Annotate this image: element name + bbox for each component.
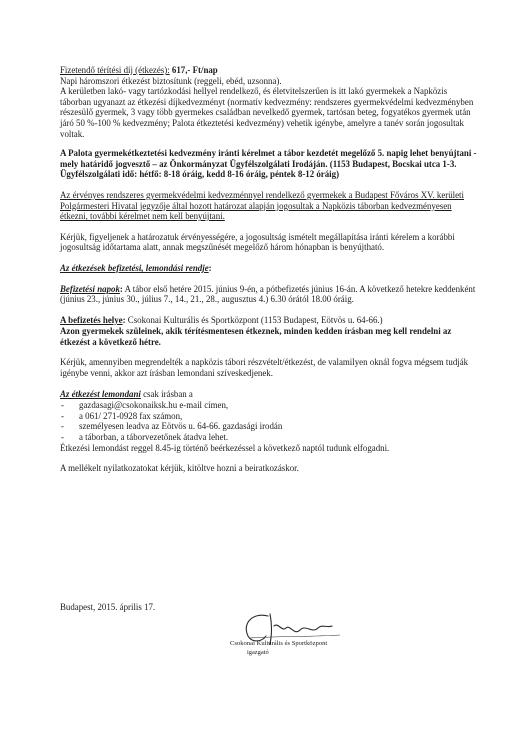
payment-text: A tábor első hetére 2015. június 9-én, a pótbefizetés június 16-án. A következő hetekre keddenként (június 23., június 30., július 7., 14., 21., 28., augusztus 4.) 6.30 órától 18.00 óráig. bbox=[60, 283, 476, 305]
cutoff-paragraph: Étkezési lemondást reggel 8.45-ig történő beérkezéssel a következő naptól tudunk elfogadni. bbox=[60, 442, 390, 453]
place-colon: : bbox=[122, 314, 126, 325]
attach-paragraph: A mellékelt nyilatkozatokat kérjük, kitöltve hozni a beiratkozáskor. bbox=[60, 463, 299, 474]
place-label: A befizetés helye bbox=[60, 314, 123, 325]
fee-label: Fizetendő térítési díj (étkezés): bbox=[60, 65, 170, 75]
cancel-label: Az étkezést lemondani bbox=[60, 388, 141, 399]
rules-heading bbox=[60, 263, 478, 274]
cancel-heading bbox=[60, 389, 478, 400]
palota-paragraph: A Palota gyermekétkeztetési kedvezmény iránti kérelmet a tábor kezdetét megelőző 5. napig lehet benyújtani - mely határidő jogvesztő – az Önkormányzat Ügyfélszolgálati Irodáján. (1153 Budapest, Bocskai utca 1-3. Ügyfélszolgálati idő: hétfő: 8-18 óráig, kedd 8-16 óráig, péntek 8-12 óráig) bbox=[60, 148, 477, 180]
free-meal-paragraph: Azon gyermekek szüleinek, akik térítésmentesen étkeznek, minden kedden írásban meg kell rendelni az étkezést a következő hétre. bbox=[60, 326, 452, 347]
cancel-item-camp: - a táborban, a táborvezetőnek átadva lehet. bbox=[60, 432, 478, 443]
payment-paragraph bbox=[60, 284, 478, 305]
place-text: Csokonai Kulturális és Sportközpont (1153 Budapest, Eötvös u. 64-66.) bbox=[125, 314, 383, 325]
cancel-list bbox=[60, 400, 478, 442]
rules-colon: : bbox=[208, 262, 212, 273]
date-text: Budapest, 2015. április 17. bbox=[60, 602, 156, 612]
cancel-suffix: csak írásban a bbox=[140, 388, 193, 399]
payment-colon: : bbox=[119, 283, 123, 294]
discount-text: A kerületben lakó- vagy tartózkodási hellyel rendelkező, és életvitelszerűen is itt lakó gyermekek a Napközis táborban ugyanazt az étkezési díjkedvezményt (normatív kedvezmény: rendszeres gyermekvédelmi kedvezményben részesülő gyermek, 3 vagy több gyermekes családban nevelkedő gyermek, tartósan beteg, fogyatékos gyermek után járó 50 %-100 % kedvezmény; Palota étkeztetési kedvezmény) vehetik igénybe, amelyre a tanév során jogosultak voltak. bbox=[60, 86, 474, 139]
signature-block bbox=[60, 602, 520, 662]
rgyk-paragraph: Az érvényes rendszeres gyermekvédelmi kedvezménnyel rendelkező gyermekek a Budapest Főváros XV. kerületi Polgármesteri Hivatal jegyzője által hozott határozat alapján jogosultak a Napközis táborban kedvezményesen étkezni, további kérelmet nem kell benyújtani. bbox=[60, 189, 464, 222]
signature-org: Csokonai Kulturális és Sportközpont bbox=[230, 640, 328, 647]
payment-label: Befizetési napok bbox=[60, 283, 120, 294]
validity-paragraph: Kérjük, figyeljenek a határozatuk érvényességére, a jogosultság ismételt megállapítása iránti kérelem a korábbi jogosultság időtartama alatt, annak megszűnését megelőző három hónapban is benyújtható. bbox=[60, 231, 455, 253]
notice-paragraph: Kérjük, amennyiben megrendelték a napközis tábori részvételt/étkezést, de valamilyen oknál fogva mégsem tudják igénybe venni, akkor azt írásban lemondani szíveskedjenek. bbox=[60, 357, 469, 379]
cancel-item-email: - gazdasagi@csokonaiksk.hu e-mail címen, bbox=[60, 400, 478, 411]
rules-title: Az étkezések befizetési, lemondási rendje bbox=[60, 262, 209, 273]
meals-text: Napi háromszori étkezést biztosítunk (reggeli, ebéd, uzsonna). bbox=[60, 75, 282, 86]
document-body bbox=[60, 65, 478, 484]
signature-role: igazgató bbox=[247, 649, 269, 656]
fee-value: 617,- Ft/nap bbox=[169, 65, 218, 75]
cancel-item-personal: - személyesen leadva az Eötvös u. 64-66. gazdasági irodán bbox=[60, 421, 478, 432]
place-paragraph bbox=[60, 315, 478, 326]
cancel-item-fax: - a 061/ 271-0928 fax számon, bbox=[60, 411, 478, 422]
fee-section bbox=[60, 65, 478, 139]
